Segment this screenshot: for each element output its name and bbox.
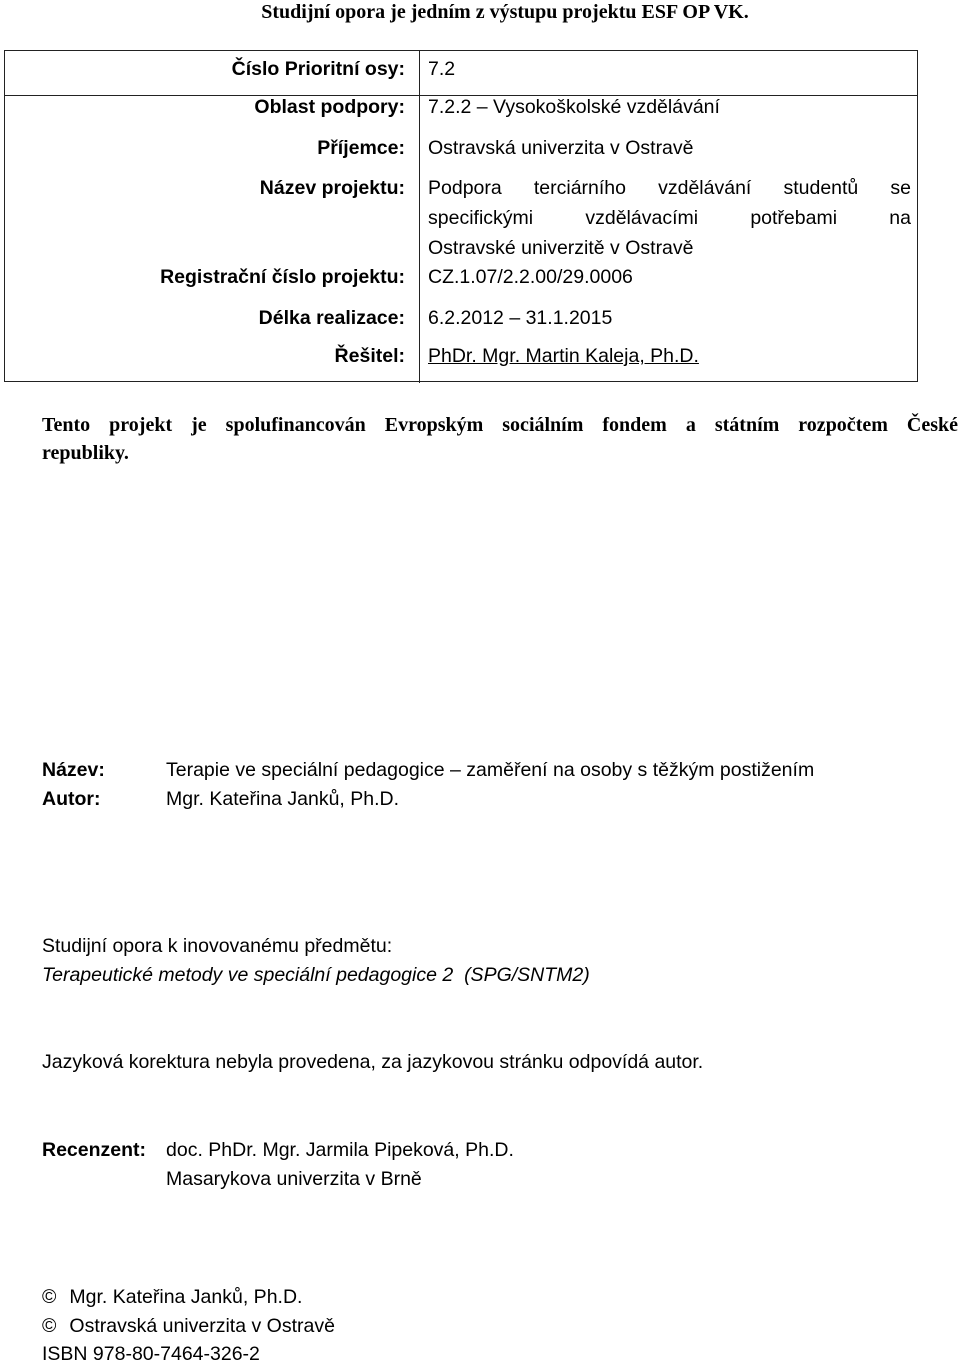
copyright-author-name: Mgr. Kateřina Janků, Ph.D. <box>69 1286 303 1308</box>
course-intro: Studijní opora k inovovanému předmětu: <box>42 935 393 957</box>
page-header: Studijní opora je jedním z výstupu projektu ESF OP VK. <box>261 1 749 23</box>
row-value: CZ.1.07/2.2.00/29.0006 <box>428 266 633 288</box>
author-value: Mgr. Kateřina Janků, Ph.D. <box>166 788 400 810</box>
reviewer-institution: Masarykova univerzita v Brně <box>166 1168 422 1190</box>
funding-note <box>42 411 958 467</box>
row-label: Registrační číslo projektu: <box>160 266 405 288</box>
copyright-author <box>42 1283 302 1312</box>
reviewer-label: Recenzent: <box>42 1139 147 1161</box>
copyright-publisher-name: Ostravská univerzita v Ostravě <box>69 1315 335 1337</box>
author-label: Autor: <box>42 788 101 810</box>
copyright-icon: © <box>42 1286 57 1308</box>
row-label: Oblast podpory: <box>254 96 405 118</box>
course-name: Terapeutické metody ve speciální pedagogice 2 <box>42 964 454 986</box>
course-name-line <box>42 960 590 990</box>
row-label: Příjemce: <box>317 137 405 159</box>
row-value <box>428 173 911 263</box>
copyright-publisher <box>42 1312 335 1341</box>
course-code: (SPG/SNTM2) <box>464 964 590 986</box>
table-divider <box>419 51 420 95</box>
row-value: PhDr. Mgr. Martin Kaleja, Ph.D. <box>428 345 699 367</box>
row-label: Délka realizace: <box>258 307 405 329</box>
funding-note-line: Tento projekt je spolufinancován Evropským sociálním fondem a státním rozpočtem České <box>42 414 958 436</box>
row-label: Číslo Prioritní osy: <box>231 58 405 80</box>
copyright-icon: © <box>42 1315 57 1337</box>
row-value: Ostravská univerzita v Ostravě <box>428 137 694 159</box>
title-label: Název: <box>42 759 105 781</box>
row-label: Název projektu: <box>259 177 405 199</box>
row-value: 7.2 <box>428 58 456 80</box>
row-label: Řešitel: <box>334 345 405 367</box>
project-info-table <box>4 50 918 382</box>
row-value-line: specifickými vzdělávacími potřebami na <box>428 207 911 229</box>
isbn: ISBN 978-80-7464-326-2 <box>42 1343 260 1365</box>
reviewer-name: doc. PhDr. Mgr. Jarmila Pipeková, Ph.D. <box>166 1139 514 1161</box>
title-value: Terapie ve speciální pedagogice – zaměření na osoby s těžkým postižením <box>166 759 815 781</box>
table-divider <box>419 95 420 383</box>
row-value-line: Ostravské univerzitě v Ostravě <box>428 237 694 259</box>
funding-note-line: republiky. <box>42 442 129 464</box>
language-note: Jazyková korektura nebyla provedena, za jazykovou stránku odpovídá autor. <box>42 1051 704 1073</box>
row-value: 6.2.2012 – 31.1.2015 <box>428 307 613 329</box>
row-value: 7.2.2 – Vysokoškolské vzdělávání <box>428 96 720 118</box>
row-value-line: Podpora terciárního vzdělávání studentů se <box>428 177 911 199</box>
